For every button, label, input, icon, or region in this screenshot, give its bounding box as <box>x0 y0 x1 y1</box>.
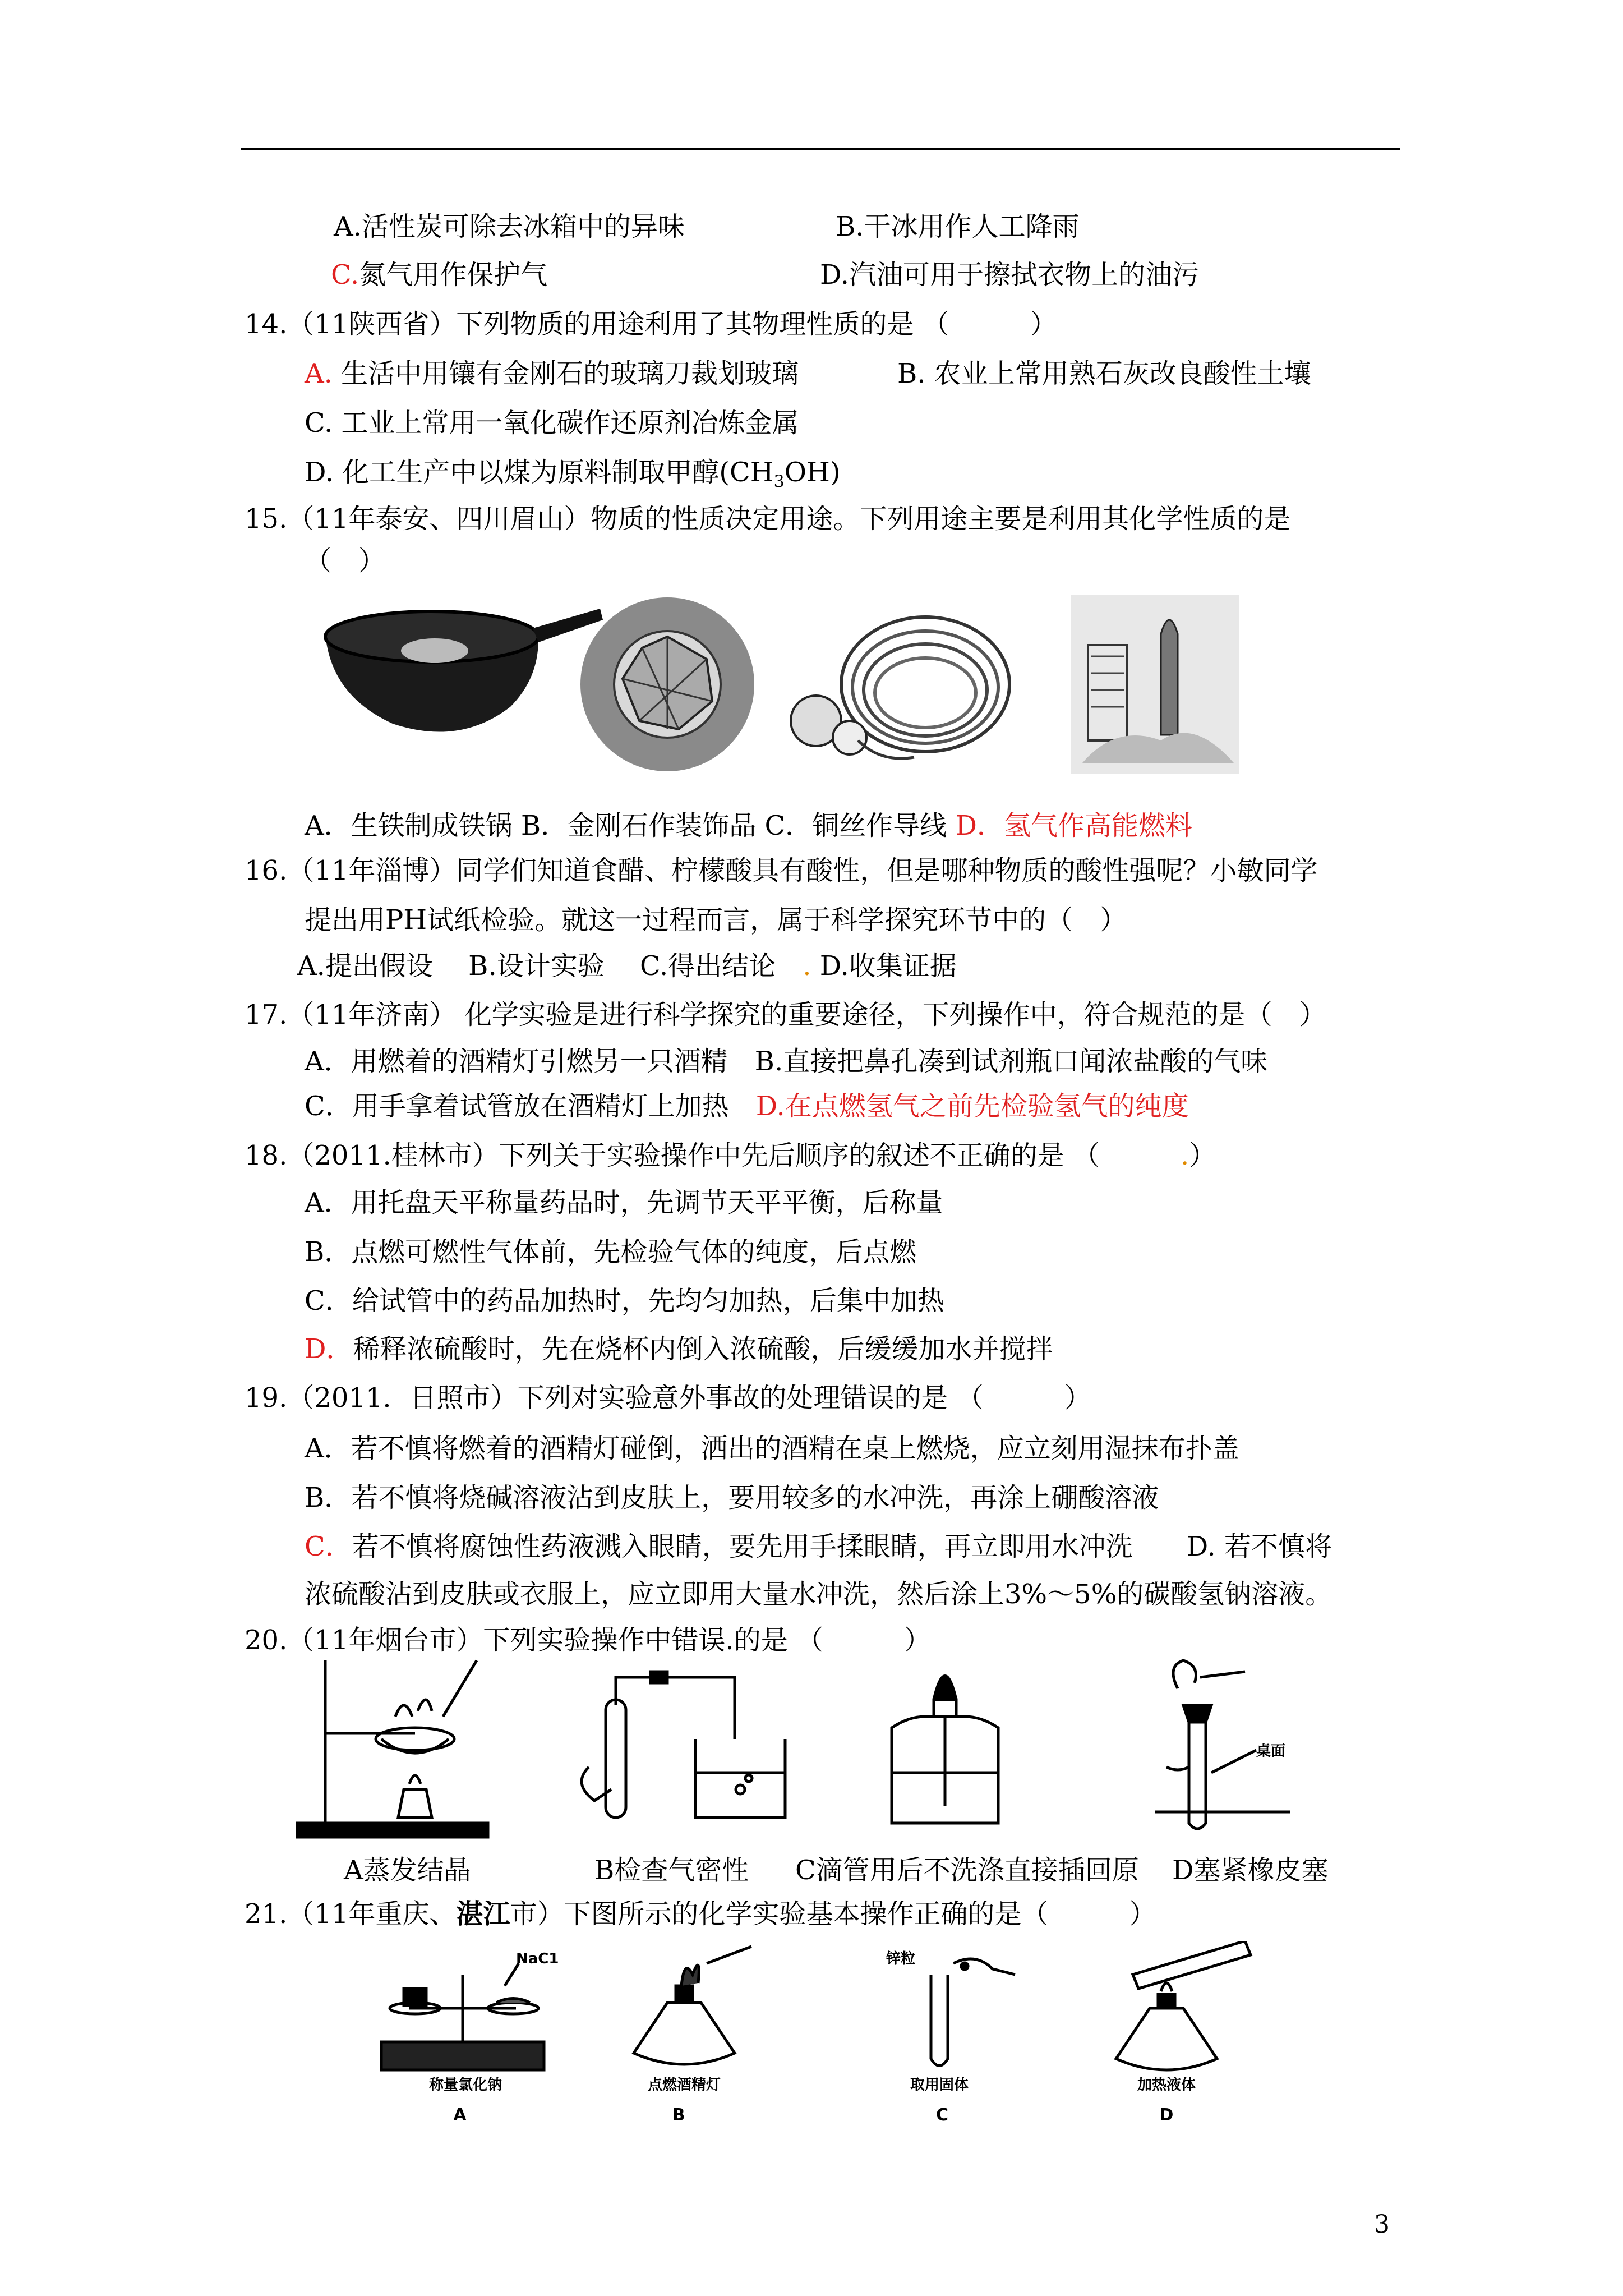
q21-stem: 21.（11年重庆、湛江市）下图所示的化学实验基本操作正确的是（ ） <box>245 1898 1156 1930</box>
q19-option-c: C．若不慎将腐蚀性药液溅入眼睛，要先用手揉眼睛，再立即用水冲洗 D. 若不慎将 <box>305 1531 1332 1562</box>
q20-caption-b: B检查气密性 <box>594 1855 749 1886</box>
zinc-label: 锌粒 <box>886 1950 916 1967</box>
alcohol-lamp-lighting <box>634 1947 751 2064</box>
header-rule <box>241 148 1400 150</box>
heating-liquid <box>1116 1941 1251 2070</box>
q21-figures <box>370 1941 1357 2132</box>
q16-stem-line1: 16.（11年淄博）同学们知道食醋、柠檬酸具有酸性，但是哪种物质的酸性强呢？小敏同学 <box>245 855 1318 886</box>
q19-option-a: A．若不慎将燃着的酒精灯碰倒，洒出的酒精在桌上燃烧，应立刻用湿抹布扑盖 <box>305 1433 1239 1464</box>
q13-option-a: A.活性炭可除去冰箱中的异味 <box>334 211 685 242</box>
q21-letter-b: B <box>672 2105 685 2125</box>
q19-option-b: B．若不慎将烧碱溶液沾到皮肤上，要用较多的水冲洗，再涂上硼酸溶液 <box>305 1482 1159 1513</box>
q21-caption-c: 取用固体 <box>910 2077 969 2093</box>
test-tube-solid <box>931 1959 1015 2066</box>
balance-scale <box>381 1963 544 2070</box>
q17-stem: 17.（11年济南） 化学实验是进行科学探究的重要途径，下列操作中，符合规范的是（ ） <box>245 999 1326 1030</box>
q20-caption-c: C滴管用后不洗涤直接插回原 <box>795 1855 1139 1886</box>
q17-options-line1: A．用燃着的酒精灯引燃另一只酒精 B.直接把鼻孔凑到试剂瓶口闻浓盐酸的气味 <box>305 1046 1268 1077</box>
q20-caption-a: A蒸发结晶 <box>344 1855 471 1886</box>
q14-option-c: C. 工业上常用一氧化碳作还原剂冶炼金属 <box>305 407 799 439</box>
q18-option-d: D．稀释浓硫酸时，先在烧杯内倒入浓硫酸，后缓缓加水并搅拌 <box>305 1333 1053 1365</box>
nacl-label: NaC1 <box>516 1950 559 1967</box>
q15-options: A．生铁制成铁锅 B．金刚石作装饰品 C．铜丝作导线 D．氢气作高能燃料 <box>305 810 1192 841</box>
q18-option-a: A．用托盘天平称量药品时，先调节天平平衡，后称量 <box>305 1187 943 1218</box>
q18-option-c: C．给试管中的药品加热时，先均匀加热，后集中加热 <box>305 1285 944 1317</box>
q14-stem: 14.（11陕西省）下列物质的用途利用了其物理性质的是 （ ） <box>245 309 1057 340</box>
q20-caption-d: D塞紧橡皮塞 <box>1172 1855 1329 1886</box>
q19-option-c-continued: 浓硫酸沾到皮肤或衣服上，应立即用大量水冲洗，然后涂上3%～5%的碳酸氢钠溶液。 <box>305 1579 1332 1610</box>
q15-blank: （ ） <box>305 545 386 577</box>
q14-option-d: D. 化工生产中以煤为原料制取甲醇$(CH_3OH)$ <box>305 457 841 492</box>
airtightness-apparatus <box>582 1672 785 1818</box>
q15-stem: 15.（11年泰安、四川眉山）物质的性质决定用途。下列用途主要是利用其化学性质的是 <box>245 503 1291 535</box>
q16-stem-line2: 提出用PH试纸检验。就这一过程而言，属于科学探究环节中的（ ） <box>305 904 1127 936</box>
q13-option-c: C.氮气用作保护气 <box>331 259 548 291</box>
dropper-bottle <box>892 1676 998 1824</box>
diamond-image <box>580 597 754 771</box>
answer-dot: . <box>803 950 811 982</box>
q20-figures <box>292 1655 1357 1846</box>
q21-caption-d: 加热液体 <box>1137 2077 1196 2093</box>
answer-mark: D． <box>305 1333 353 1365</box>
q13-option-d: D.汽油可用于擦拭衣物上的油污 <box>820 259 1200 291</box>
q15-figures <box>320 595 1245 780</box>
q21-letter-a: A <box>453 2105 467 2125</box>
q21-caption-b: 点燃酒精灯 <box>647 2077 721 2093</box>
q17-options-line2: C．用手拿着试管放在酒精灯上加热 D.在点燃氢气之前先检验氢气的纯度 <box>305 1091 1189 1122</box>
answer-mark: A. <box>305 358 333 389</box>
rocket-launch-image <box>1071 595 1239 774</box>
answer-mark: D．氢气作高能燃料 <box>955 810 1192 841</box>
q16-options: A.提出假设 B.设计实验 C.得出结论 . D.收集证据 <box>297 950 957 982</box>
q14-option-b: B. 农业上常用熟石灰改良酸性土壤 <box>897 358 1311 389</box>
q21-caption-a: 称量氯化钠 <box>428 2077 502 2093</box>
desk-label: 桌面 <box>1256 1743 1286 1760</box>
q13-option-b: B.干冰用作人工降雨 <box>836 211 1080 242</box>
q14-option-a: A. 生活中用镶有金刚石的玻璃刀裁划玻璃 <box>305 358 799 389</box>
answer-mark: D.在点燃氢气之前先检验氢气的纯度 <box>755 1091 1189 1122</box>
q19-stem: 19.（2011．日照市）下列对实验意外事故的处理错误的是 （ ） <box>245 1382 1091 1414</box>
evaporation-apparatus <box>297 1660 488 1837</box>
wok-image <box>325 609 603 732</box>
q21-letter-d: D <box>1159 2105 1174 2125</box>
q20-stem: 20.（11年烟台市）下列实验操作中错误.的是 （ ） <box>245 1625 931 1656</box>
copper-wire-image <box>791 617 1009 758</box>
answer-mark: C． <box>305 1531 352 1562</box>
page-number: 3 <box>1374 2210 1390 2239</box>
q21-letter-c: C <box>935 2105 949 2125</box>
q18-option-b: B．点燃可燃性气体前，先检验气体的纯度，后点燃 <box>305 1236 917 1268</box>
q18-stem: 18.（2011.桂林市）下列关于实验操作中先后顺序的叙述不正确的是 （ .） <box>245 1140 1216 1171</box>
answer-mark: C. <box>331 259 359 291</box>
